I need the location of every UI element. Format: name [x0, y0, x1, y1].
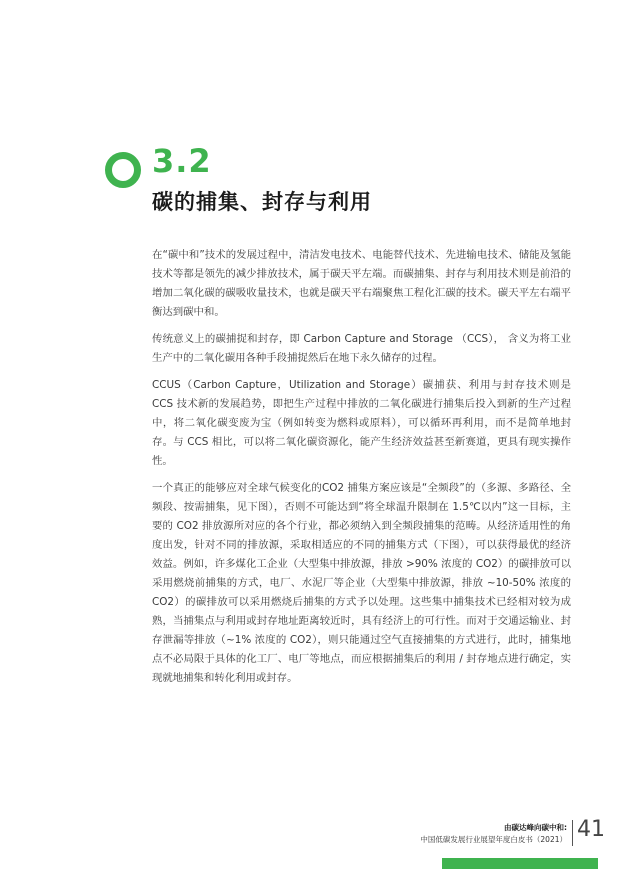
- section-number: 3.2: [152, 142, 212, 180]
- paragraph: 传统意义上的碳捕捉和封存，即 Carbon Capture and Storage （CCS）， 含义为将工业生产中的二氧化碳用各种手段捕捉然后在地下永久储存的过程。: [152, 333, 571, 364]
- section-ring-icon: [105, 152, 141, 188]
- footer-subtitle: 中国低碳发展行业展望年度白皮书（2021）: [420, 835, 567, 844]
- paragraph: 一个真正的能够应对全球气候变化的CO2 捕集方案应该是“全频段”的（多源、多路径、全频段、按需捕集，见下图），否则不可能达到“将全球温升限制在 1.5℃以内”这一目标，主要的 CO2 排放源所对应的各个行业，都必须纳入到全频段捕集的范畴。从经济适用性的角度出发，针对不同的排放源，采取相适应的不同的捕集方式（下图），可以获得最优的经济效益。例如，许多煤化工企业（大型集中排放源，排放 >90% 浓度的 CO2）的碳排放可以采用燃烧前捕集的方式，电厂、水泥厂等企业（大型集中排放源，排放 ~10-50% 浓度的 CO2）的碳排放可以采用燃烧后捕集的方式予以处理。这些集中捕集技术已经相对较为成熟，当捕集点与利用或封存地址距离较近时，具有经济上的可行性。而对于交通运输业、封存泄漏等排放（~1% 浓度的 CO2），则只能通过空气直接捕集的方式进行，此时，捕集地点不必局限于具体的化工厂、电厂等地点，而应根据捕集后的利用 / 封存地点进行确定，实现就地捕集和转化利用或封存。: [152, 482, 571, 684]
- section-title: 碳的捕集、封存与利用: [152, 190, 372, 214]
- paragraph: 在“碳中和”技术的发展过程中，清洁发电技术、电能替代技术、先进输电技术、储能及氢能技术等都是领先的减少排放技术，属于碳天平左端。而碳捕集、封存与利用技术则是前沿的增加二氧化碳的碳吸收量技术，也就是碳天平右端聚焦工程化汇碳的技术。碳天平左右端平衡达到碳中和。: [152, 249, 571, 318]
- paragraph: CCUS（Carbon Capture，Utilization and Storage）碳捕获、利用与封存技术则是 CCS 技术新的发展趋势，即把生产过程中排放的二氧化碳进行捕集后投入到新的生产过程中，将二氧化碳变废为宝（例如转变为燃料或原料），可以循环再利用，而不是简单地封存。与 CCS 相比，可以将二氧化碳资源化，能产生经济效益甚至新赛道，更具有现实操作性。: [152, 379, 571, 467]
- body-text: [152, 246, 571, 696]
- footer-accent-bar: [442, 858, 598, 869]
- footer-title: 由碳达峰向碳中和:: [504, 823, 567, 832]
- page-number: 41: [577, 817, 605, 842]
- footer-divider: [572, 820, 573, 846]
